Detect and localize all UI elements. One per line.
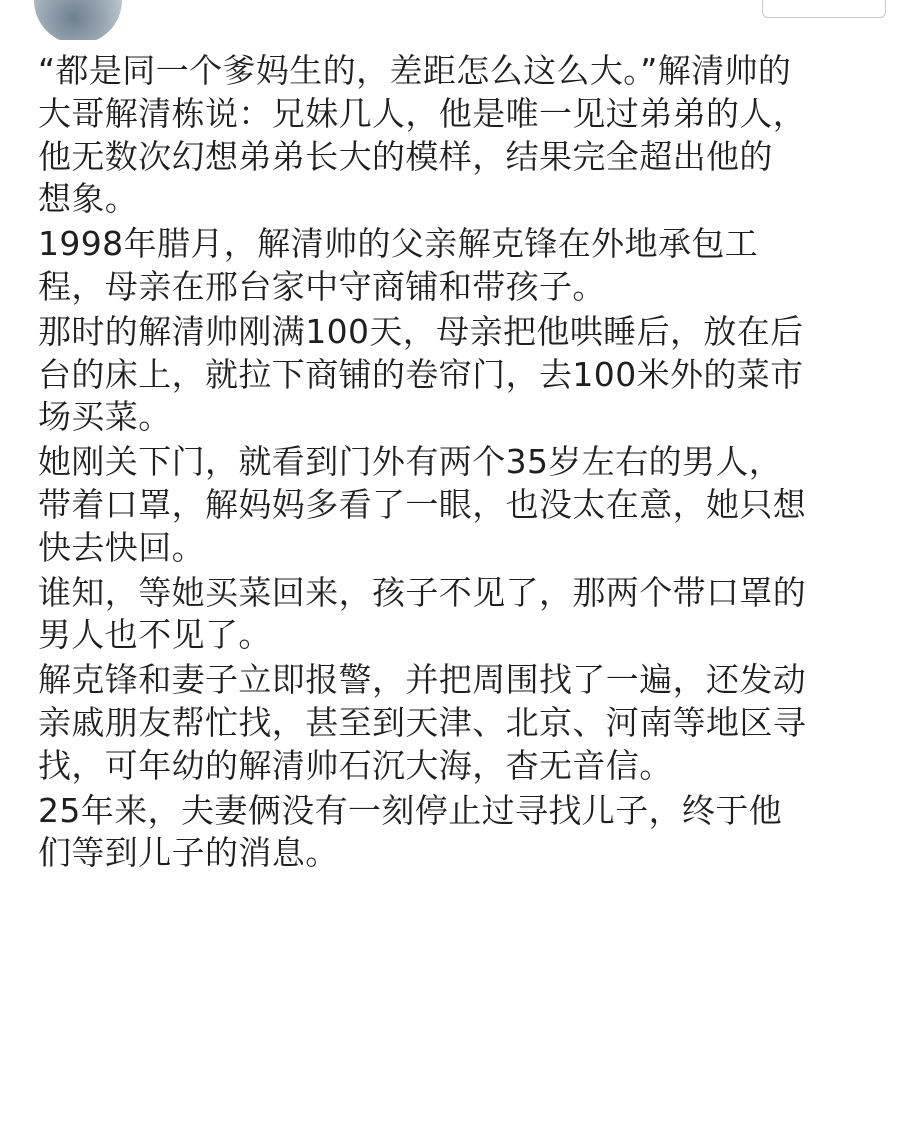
author-avatar[interactable]	[34, 0, 122, 40]
article-paragraph-7: 25年来，夫妻俩没有一刻停止过寻找儿子，终于他 们等到儿子的消息。	[38, 790, 783, 873]
article-paragraph-1: “都是同一个爹妈生的，差距怎么这么大。”解清帅的 大哥解清栋说：兄妹几人，他是唯一见过弟弟的人， 他无数次幻想弟弟长大的模样，结果完全超出他的 想象。	[38, 51, 807, 219]
author-name[interactable]	[138, 0, 348, 8]
article-paragraph-4: 她刚关下门，就看到门外有两个35岁左右的男人， 带着口罩，解妈妈多看了一眼，也没太在意，她只想 快去快回。	[38, 442, 807, 567]
follow-button[interactable]	[762, 0, 886, 18]
article-paragraph-6: 解克锋和妻子立即报警，并把周围找了一遍，还发动 亲戚朋友帮忙找，甚至到天津、北京、河南等地区寻 找，可年幼的解清帅石沉大海，杳无音信。	[38, 660, 807, 785]
article-paragraph-5: 谁知，等她买菜回来，孩子不见了，那两个带口罩的 男人也不见了。	[38, 572, 807, 655]
article-paragraph-2: 1998年腊月，解清帅的父亲解克锋在外地承包工 程，母亲在邢台家中守商铺和带孩子。	[38, 224, 759, 306]
post-header	[0, 0, 922, 40]
article-body	[38, 50, 898, 877]
article-paragraph-3: 那时的解清帅刚满100天，母亲把他哄睡后，放在后 台的床上，就拉下商铺的卷帘门，去100米外的菜市 场买菜。	[38, 311, 804, 437]
